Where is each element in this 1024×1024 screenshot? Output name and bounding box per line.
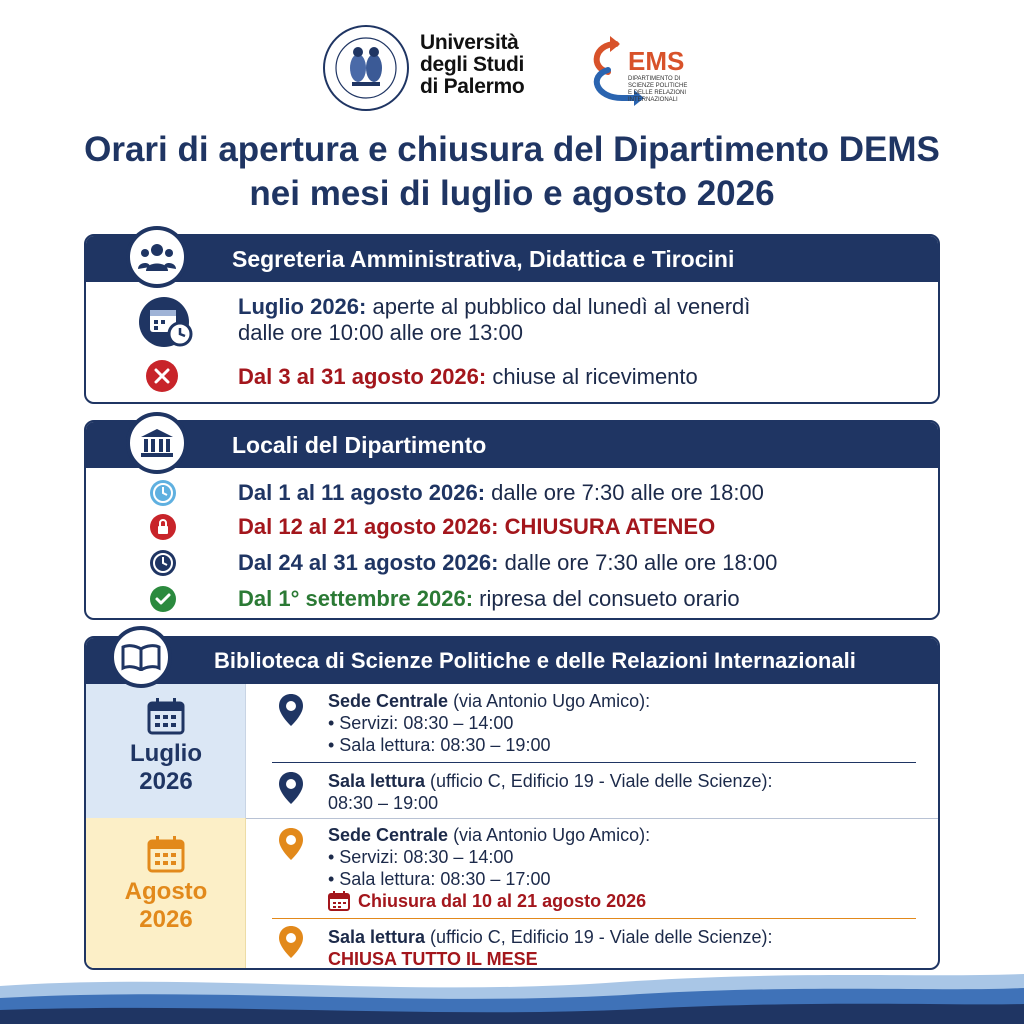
people-group-icon [126, 226, 188, 288]
locali-row-2-text: CHIUSURA ATENEO [498, 514, 716, 539]
august-divider [272, 918, 916, 919]
august-panel [86, 818, 246, 968]
biblioteca-card [84, 636, 940, 970]
july-sala-hours: 08:30 – 19:00 [328, 793, 439, 813]
svg-text:EMS: EMS [628, 46, 685, 76]
locali-row-1-text: dalle ore 7:30 alle ore 18:00 [485, 480, 764, 505]
biblioteca-heading-text: Biblioteca di Scienze Politiche e delle Relazioni Internazionali [214, 648, 856, 673]
locali-row-2-lead: Dal 12 al 21 agosto 2026: [238, 514, 499, 539]
locali-row-2 [238, 514, 715, 540]
july-sede-item: • Sala lettura: 08:30 – 19:00 [328, 735, 551, 755]
august-sede-name: Sede Centrale [328, 825, 449, 845]
university-seal-icon [322, 24, 410, 112]
segreteria-row-august [238, 364, 698, 390]
close-circle-icon [144, 358, 180, 394]
page-title [0, 128, 1024, 216]
segreteria-row-july [238, 294, 750, 346]
locali-row-3-text: dalle ore 7:30 alle ore 18:00 [498, 550, 778, 575]
august-sede-item: • Sala lettura: 08:30 – 17:00 [328, 869, 551, 889]
july-sala-block [328, 770, 773, 814]
july-sede-item: • Servizi: 08:30 – 14:00 [328, 713, 514, 733]
university-line: degli Studi [420, 53, 525, 76]
dems-logo-icon [586, 26, 706, 110]
july-divider [272, 762, 916, 763]
map-pin-icon [276, 770, 306, 806]
check-circle-icon [148, 584, 178, 614]
locali-row-4-text: ripresa del consueto orario [473, 586, 740, 611]
map-pin-icon [276, 826, 306, 862]
august-sala-status: CHIUSA TUTTO IL MESE [328, 949, 538, 969]
calendar-icon [144, 834, 188, 874]
july-month: Luglio [130, 740, 202, 767]
august-sede-addr: (via Antonio Ugo Amico): [448, 825, 651, 845]
logo-bar [0, 18, 1024, 108]
title-line: nei mesi di luglio e agosto 2026 [249, 174, 775, 213]
calendar-icon [328, 891, 350, 911]
open-book-icon [110, 626, 172, 688]
august-sede-item: • Servizi: 08:30 – 14:00 [328, 847, 514, 867]
locali-row-4 [238, 586, 740, 612]
july-panel [86, 684, 246, 818]
july-sala-name: Sala lettura [328, 771, 426, 791]
august-sala-block [328, 926, 773, 970]
august-sede-block [328, 824, 650, 912]
locali-row-1-lead: Dal 1 al 11 agosto 2026: [238, 480, 486, 505]
july-year: 2026 [139, 768, 193, 795]
august-sala-addr: (ufficio C, Edificio 19 - Viale delle Scienze): [425, 927, 773, 947]
svg-text:SCIENZE POLITICHE: SCIENZE POLITICHE [628, 83, 688, 89]
segreteria-july-text2: dalle ore 10:00 alle ore 13:00 [238, 320, 523, 345]
svg-text:DIPARTIMENTO DI: DIPARTIMENTO DI [628, 76, 681, 82]
locali-card [84, 420, 940, 620]
lock-icon [148, 512, 178, 542]
university-name [420, 32, 524, 98]
segreteria-heading [86, 236, 938, 282]
building-columns-icon [126, 412, 188, 474]
august-sala-name: Sala lettura [328, 927, 426, 947]
july-sede-block [328, 690, 650, 756]
biblioteca-heading [86, 638, 938, 684]
segreteria-august-text: chiuse al ricevimento [486, 364, 698, 389]
title-line: Orari di apertura e chiusura del Dipartimento DEMS [84, 130, 940, 169]
svg-text:E DELLE RELAZIONI: E DELLE RELAZIONI [628, 90, 687, 96]
segreteria-card [84, 234, 940, 404]
august-closure: Chiusura dal 10 al 21 agosto 2026 [358, 891, 647, 911]
segreteria-heading-text: Segreteria Amministrativa, Didattica e Tirocini [232, 246, 735, 272]
locali-row-3-lead: Dal 24 al 31 agosto 2026: [238, 550, 499, 575]
calendar-icon [144, 696, 188, 736]
locali-row-1 [238, 480, 764, 506]
august-closure-line [328, 890, 650, 912]
svg-text:INTERNAZIONALI: INTERNAZIONALI [628, 97, 678, 103]
july-sede-name: Sede Centrale [328, 691, 449, 711]
wave-decoration [0, 968, 1024, 1024]
locali-row-4-lead: Dal 1° settembre 2026: [238, 586, 474, 611]
segreteria-july-lead: Luglio 2026: [238, 294, 367, 319]
august-month: Agosto [124, 878, 208, 905]
clock-icon [148, 478, 178, 508]
university-line: Università [420, 31, 519, 54]
segreteria-august-lead: Dal 3 al 31 agosto 2026: [238, 364, 487, 389]
july-sede-addr: (via Antonio Ugo Amico): [448, 691, 651, 711]
calendar-clock-icon [138, 296, 196, 348]
locali-heading [86, 422, 938, 468]
map-pin-icon [276, 692, 306, 728]
locali-row-3 [238, 550, 777, 576]
month-divider [246, 818, 940, 819]
clock-icon [148, 548, 178, 578]
locali-heading-text: Locali del Dipartimento [232, 432, 487, 458]
map-pin-icon [276, 924, 306, 960]
segreteria-july-text: aperte al pubblico dal lunedì al venerdì [366, 294, 751, 319]
university-line: di Palermo [420, 75, 525, 98]
july-sala-addr: (ufficio C, Edificio 19 - Viale delle Scienze): [425, 771, 773, 791]
august-year: 2026 [139, 906, 193, 933]
